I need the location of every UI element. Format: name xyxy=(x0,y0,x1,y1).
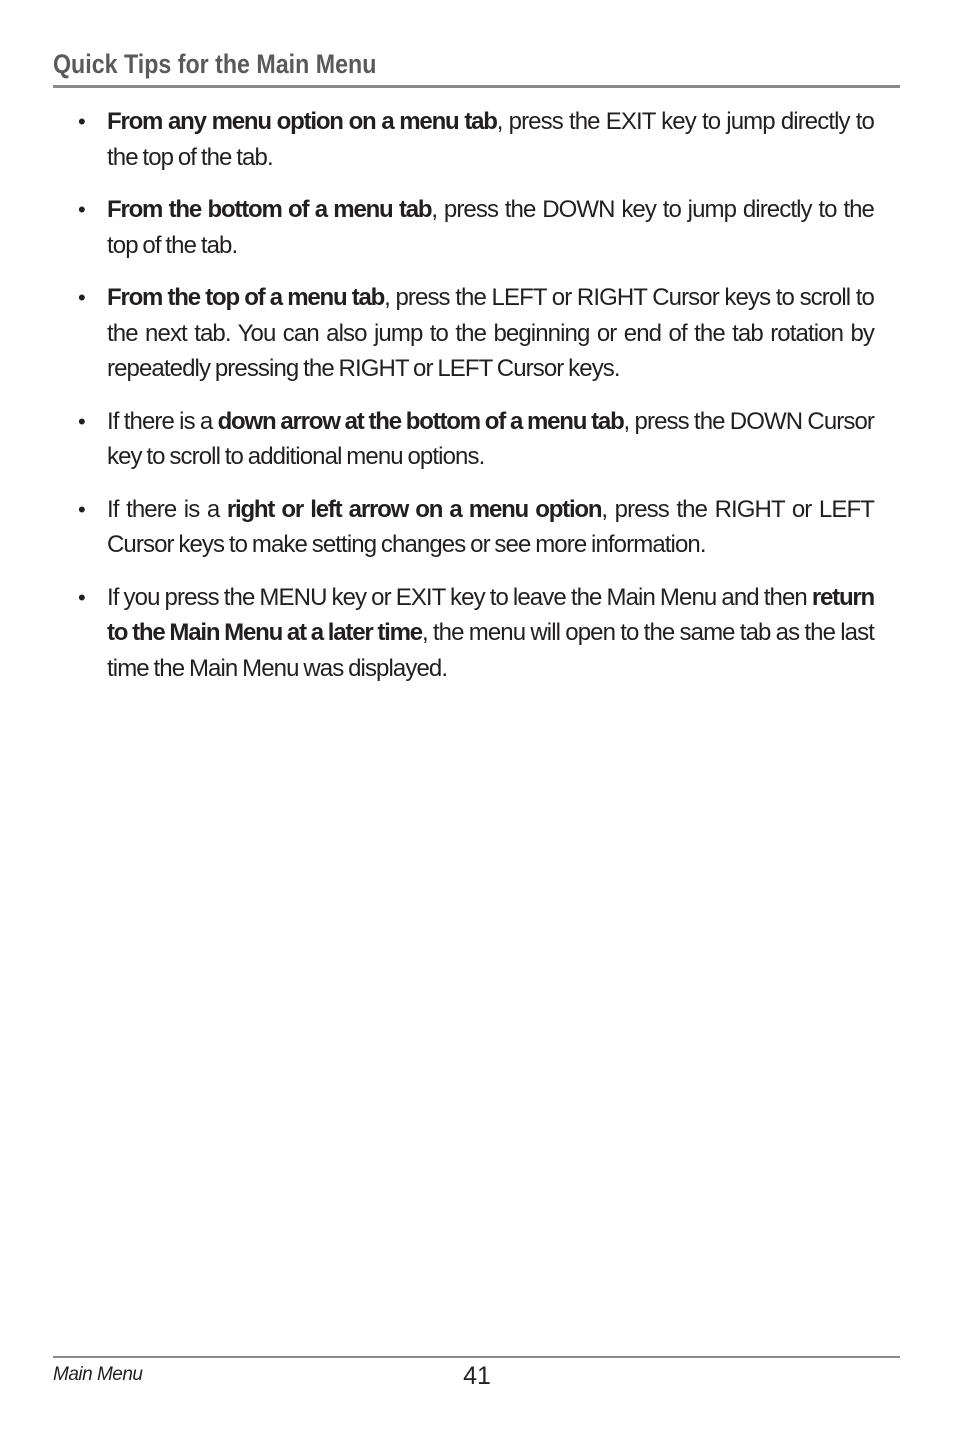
tip-text: If there is a down arrow at the bottom of a menu tab, press the DOWN Cursor key to scroll to additional menu options. xyxy=(107,407,875,470)
bullet-icon: • xyxy=(78,408,85,434)
tip-item xyxy=(78,580,874,687)
tip-text: From any menu option on a menu tab, press the EXIT key to jump directly to the top of the tab. xyxy=(107,108,874,171)
footer-divider xyxy=(53,1356,900,1358)
tip-item xyxy=(78,280,874,387)
bullet-icon: • xyxy=(78,584,85,610)
tip-item xyxy=(78,104,874,175)
tips-list xyxy=(78,104,874,703)
page-number: 41 xyxy=(463,1362,491,1390)
bullet-icon: • xyxy=(78,496,85,522)
tip-item xyxy=(78,492,874,563)
bullet-icon: • xyxy=(78,109,85,134)
bullet-icon: • xyxy=(78,197,85,222)
bullet-icon: • xyxy=(78,285,85,310)
footer-section-label: Main Menu xyxy=(53,1364,143,1385)
tip-item xyxy=(78,404,874,475)
heading-divider xyxy=(53,85,900,88)
tip-text: If there is a right or left arrow on a menu option, press the RIGHT or LEFT Cursor keys to make setting changes or see more information. xyxy=(107,495,874,558)
tip-emphasis: down arrow at the bottom of a menu tab xyxy=(217,407,624,435)
tip-text: From the top of a menu tab, press the LEFT or RIGHT Cursor keys to scroll to the next tab. You can also jump to the beginning or end of the tab rotation by repeatedly pressing the RIGHT or LEFT Cursor keys. xyxy=(107,284,874,382)
tip-emphasis: From the bottom of a menu tab xyxy=(107,196,432,223)
tip-item xyxy=(78,192,874,263)
tip-emphasis: right or left arrow on a menu option xyxy=(226,495,602,523)
tip-emphasis: From the top of a menu tab xyxy=(107,284,385,311)
tip-emphasis: From any menu option on a menu tab xyxy=(107,108,497,135)
page-title: Quick Tips for the Main Menu xyxy=(53,49,377,79)
tip-emphasis: return to the Main Menu at a later time xyxy=(107,583,874,646)
tip-text: From the bottom of a menu tab, press the DOWN key to jump directly to the top of the tab. xyxy=(107,196,874,259)
tip-text: If you press the MENU key or EXIT key to leave the Main Menu and then return to the Main Menu at a later time, the menu will open to the same tab as the last time the Main Menu was displayed. xyxy=(107,583,874,682)
